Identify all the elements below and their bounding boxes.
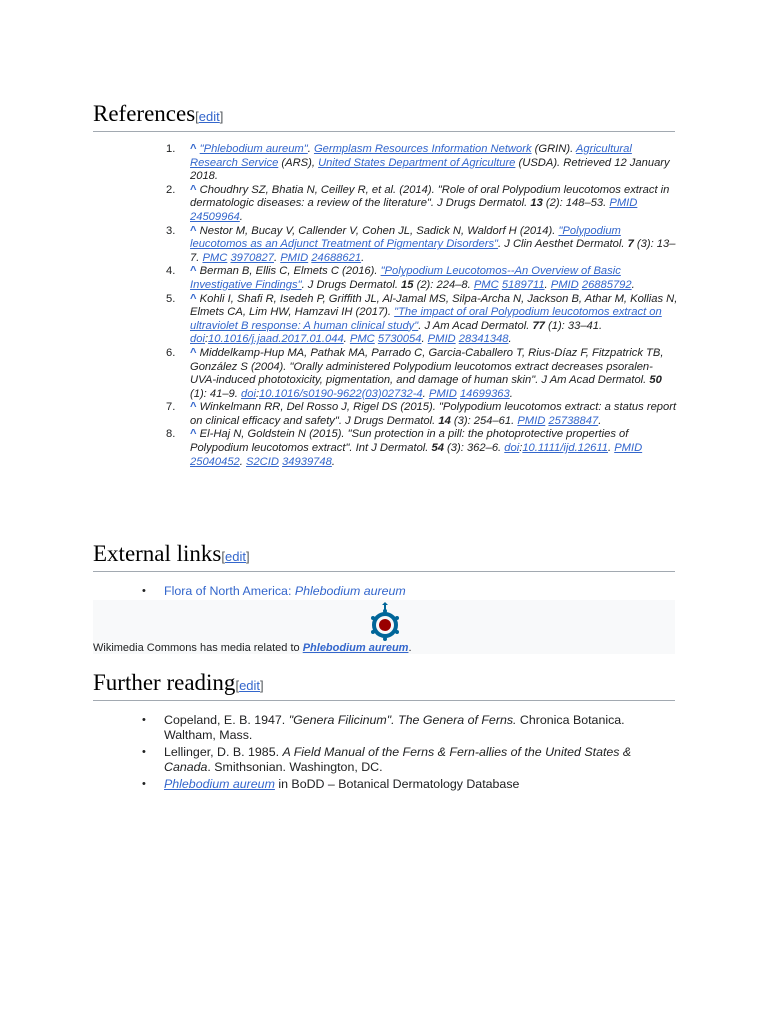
references-edit-wrapper: [edit] bbox=[195, 109, 224, 124]
reference-volume: 54 bbox=[431, 442, 444, 455]
reference-text: (3): 254–61. bbox=[450, 414, 518, 427]
reference-text: (3): 362–6. bbox=[443, 442, 505, 455]
reference-item bbox=[166, 292, 678, 347]
backlink-caret[interactable]: ^ bbox=[190, 265, 197, 278]
flora-link-prefix[interactable]: Flora of North America: bbox=[164, 584, 295, 598]
further-reading-section bbox=[93, 669, 675, 701]
reference-item bbox=[166, 265, 678, 292]
reading-text: . Smithsonian. Washington, DC. bbox=[207, 760, 383, 774]
reference-volume: 14 bbox=[438, 414, 451, 427]
flora-of-north-america-link[interactable] bbox=[164, 584, 406, 598]
backlink-caret[interactable]: ^ bbox=[190, 224, 197, 237]
reference-text: . bbox=[598, 414, 602, 427]
reference-link[interactable]: 25738847 bbox=[548, 414, 599, 427]
reference-link[interactable]: 28341348 bbox=[458, 333, 509, 346]
references-heading bbox=[93, 100, 675, 132]
reference-item bbox=[166, 224, 678, 266]
reading-text: Chronica Botanica. Waltham, Mass. bbox=[164, 713, 625, 742]
reference-text: (1): 33–41. bbox=[544, 319, 603, 332]
reference-text: . bbox=[239, 455, 246, 468]
reference-link[interactable]: PMC bbox=[202, 251, 228, 264]
reference-volume: 50 bbox=[649, 374, 662, 387]
reference-volume: 13 bbox=[530, 197, 543, 210]
external-links-heading bbox=[93, 540, 675, 572]
book-title: "Genera Filicinum". The Genera of Ferns. bbox=[288, 713, 517, 727]
reference-link[interactable]: PMID bbox=[614, 442, 643, 455]
references-list bbox=[166, 143, 678, 469]
reference-text: . bbox=[343, 333, 350, 346]
commons-text-label: Wikimedia Commons has media related to bbox=[93, 642, 303, 654]
reference-link[interactable]: 10.1016/s0190-9622(03)02732-4 bbox=[259, 387, 423, 400]
reference-text: . bbox=[509, 387, 513, 400]
reference-link[interactable]: PMID bbox=[550, 278, 579, 291]
reference-link[interactable]: 26885792 bbox=[581, 278, 632, 291]
reference-text: : bbox=[204, 333, 209, 346]
reference-text: . bbox=[421, 333, 428, 346]
reference-link[interactable]: doi bbox=[190, 333, 205, 346]
reference-text: . bbox=[307, 143, 314, 155]
reference-text: : bbox=[255, 387, 260, 400]
reference-text: El-Haj N, Goldstein N (2015). "Sun protection in a pill: the photoprotective properties of Polypodium leucotomos extract". Int J Dermatol. bbox=[190, 428, 629, 455]
reference-number: 8. bbox=[166, 428, 176, 441]
reference-item bbox=[166, 143, 678, 184]
reference-text: : bbox=[519, 442, 523, 455]
backlink-caret[interactable]: ^ bbox=[190, 183, 197, 196]
reference-link[interactable]: 10.1016/j.jaad.2017.01.044 bbox=[208, 333, 344, 346]
reference-volume: 15 bbox=[401, 278, 414, 291]
reference-text: Middelkamp-Hup MA, Pathak MA, Parrado C, Garcia-Caballero T, Rius-Díaz F, Fitzpatrick TB, González S (2004). "Orally administered Polypodium leucotomos extract decreases psoralen-UVA-induced phototoxicity, pigmentation, and damage of human skin". J Am Acad Dermatol. bbox=[190, 346, 664, 387]
list-item bbox=[164, 713, 674, 743]
reference-link[interactable]: PMC bbox=[473, 278, 499, 291]
reading-text: Copeland, E. B. 1947. bbox=[164, 713, 289, 727]
reference-item bbox=[166, 346, 678, 401]
reference-text: Berman B, Ellis C, Elmets C (2016). bbox=[199, 265, 381, 278]
reference-number: 2. bbox=[166, 183, 176, 196]
reference-text: . bbox=[239, 210, 243, 223]
commons-box bbox=[93, 600, 675, 654]
reference-text: . J Am Acad Dermatol. bbox=[418, 319, 533, 332]
reference-link[interactable]: PMID bbox=[609, 197, 638, 210]
reference-link[interactable]: "Phlebodium aureum" bbox=[199, 143, 308, 155]
external-links-section bbox=[93, 540, 675, 572]
reference-link[interactable]: doi bbox=[504, 442, 520, 455]
reference-link[interactable]: PMID bbox=[280, 251, 309, 264]
list-item bbox=[164, 745, 674, 775]
backlink-caret[interactable]: ^ bbox=[190, 401, 197, 414]
reference-link[interactable]: 10.1111/ijd.12611 bbox=[522, 442, 608, 455]
reference-number: 5. bbox=[166, 292, 176, 305]
commons-text bbox=[93, 642, 412, 655]
book-title: A Field Manual of the Ferns & Fern-allies of the United States & Canada bbox=[164, 745, 632, 774]
reference-link[interactable]: 14699363 bbox=[459, 387, 510, 400]
reference-text: (3): 13–7. bbox=[190, 238, 676, 264]
reference-link[interactable]: PMC bbox=[349, 333, 375, 346]
reference-number: 7. bbox=[166, 401, 176, 414]
reference-text: Kohli I, Shafi R, Isedeh P, Griffith JL, Al-Jamal MS, Silpa-Archa N, Jackson B, Athar M, Kollias N, Elmets CA, Lim HW, Hamzavi IH (2017). bbox=[190, 292, 678, 319]
wikimedia-commons-logo-icon bbox=[368, 602, 402, 642]
reference-text: . bbox=[361, 251, 365, 264]
reference-link[interactable]: 24688621 bbox=[311, 251, 362, 264]
reference-text: . bbox=[544, 278, 551, 291]
reference-text: (2): 224–8. bbox=[413, 278, 474, 291]
reference-link[interactable]: 25040452 bbox=[190, 455, 240, 468]
reference-text: (1): 41–9. bbox=[190, 387, 241, 400]
further-reading-list bbox=[164, 713, 674, 794]
list-item bbox=[164, 584, 674, 599]
external-links-title: External links bbox=[93, 541, 222, 566]
reference-volume: 77 bbox=[532, 319, 545, 332]
reference-link[interactable]: 5730054 bbox=[377, 333, 422, 346]
reference-text: (USDA). Retrieved 12 January 2018. bbox=[190, 156, 670, 183]
further-reading-title: Further reading bbox=[93, 670, 236, 695]
reference-text: Nestor M, Bucay V, Callender V, Cohen JL, Sadick N, Waldorf H (2014). bbox=[199, 224, 559, 237]
further-reading-heading bbox=[93, 669, 675, 701]
reading-text: Lellinger, D. B. 1985. bbox=[164, 745, 283, 759]
further-reading-edit-wrapper: [edit] bbox=[235, 678, 264, 693]
reference-text: Winkelmann RR, Del Rosso J, Rigel DS (2015). "Polypodium leucotomos extract: a status report on clinical efficacy and safety". J Drugs Dermatol. bbox=[190, 401, 677, 427]
external-links-edit-link[interactable]: edit bbox=[225, 549, 246, 564]
reference-text: (GRIN). bbox=[531, 143, 576, 155]
reference-link[interactable]: 34939748 bbox=[282, 455, 332, 468]
reference-link[interactable]: Agricultural Research Service bbox=[190, 143, 632, 169]
reference-text: . bbox=[331, 455, 335, 468]
backlink-caret[interactable]: ^ bbox=[190, 428, 197, 441]
reference-volume: 7 bbox=[627, 238, 634, 251]
references-title: References bbox=[93, 101, 196, 126]
reference-text: (ARS), bbox=[278, 156, 319, 169]
reference-link[interactable]: S2CID bbox=[246, 455, 279, 468]
reference-link[interactable]: Germplasm Resources Information Network bbox=[313, 143, 532, 155]
reference-text: . bbox=[508, 333, 512, 346]
reference-item bbox=[166, 401, 678, 428]
reference-text: . bbox=[631, 278, 635, 291]
reference-text: (2): 148–53. bbox=[542, 197, 610, 210]
reference-link[interactable]: "Polypodium Leucotomos--An Overview of Basic Investigative Findings" bbox=[190, 265, 621, 291]
reference-item bbox=[166, 183, 678, 225]
reference-text: Choudhry SZ, Bhatia N, Ceilley R, et al. (2014). "Role of oral Polypodium leucotomos extract in dermatologic diseases: a review of the literature". J Drugs Dermatol. bbox=[190, 183, 670, 210]
reference-link[interactable]: 24509964 bbox=[190, 210, 240, 223]
reference-number: 4. bbox=[166, 265, 176, 278]
reference-link[interactable]: 3970827 bbox=[230, 251, 274, 264]
reference-text: . bbox=[274, 251, 281, 264]
flora-link-italic[interactable]: Phlebodium aureum bbox=[294, 584, 406, 598]
reference-link[interactable]: PMID bbox=[428, 387, 457, 400]
reference-link[interactable]: "Polypodium leucotomos as an Adjunct Treatment of Pigmentary Disorders" bbox=[190, 224, 621, 251]
reference-number: 1. bbox=[166, 143, 176, 155]
further-reading-edit-link[interactable]: edit bbox=[239, 678, 261, 693]
reference-number: 3. bbox=[166, 224, 176, 237]
reference-text: . bbox=[607, 442, 615, 455]
bodd-phlebodium-link[interactable]: Phlebodium aureum bbox=[164, 777, 275, 791]
external-links-list bbox=[164, 584, 674, 601]
reference-link[interactable]: United States Department of Agriculture bbox=[318, 156, 516, 169]
references-section bbox=[93, 100, 675, 132]
reading-text: in BoDD – Botanical Dermatology Database bbox=[274, 777, 520, 791]
references-edit-link[interactable]: edit bbox=[198, 109, 220, 124]
reference-text: . J Drugs Dermatol. bbox=[301, 278, 402, 291]
reference-number: 6. bbox=[166, 346, 176, 359]
reference-link[interactable]: doi bbox=[241, 387, 256, 400]
backlink-caret[interactable]: ^ bbox=[190, 143, 197, 155]
backlink-caret[interactable]: ^ bbox=[190, 292, 197, 305]
reference-link[interactable]: PMID bbox=[517, 414, 546, 427]
reference-link[interactable]: "The impact of oral Polypodium leucotomos extract on ultraviolet B response: A human clinical study" bbox=[190, 306, 662, 332]
reference-item bbox=[166, 428, 678, 469]
reference-link[interactable]: PMID bbox=[427, 333, 456, 346]
list-item bbox=[164, 777, 674, 792]
external-links-edit-wrapper: [edit] bbox=[221, 549, 250, 564]
commons-phlebodium-link[interactable]: Phlebodium aureum bbox=[302, 642, 409, 654]
backlink-caret[interactable]: ^ bbox=[190, 346, 197, 359]
reference-text: . J Clin Aesthet Dermatol. bbox=[498, 238, 628, 251]
commons-text-suffix: . bbox=[408, 642, 412, 654]
reference-link[interactable]: 5189711 bbox=[501, 278, 545, 291]
reference-text: . bbox=[422, 387, 429, 400]
